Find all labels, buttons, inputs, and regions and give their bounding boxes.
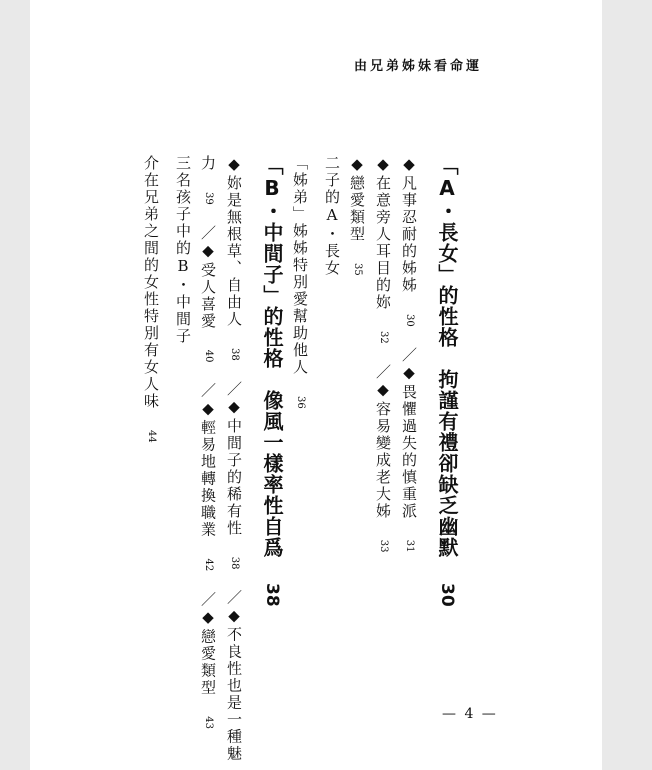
toc-section: 二子的A・長女 [323, 155, 341, 277]
toc-item: ◆戀愛類型 35 [348, 155, 366, 276]
toc-heading-a-eldest-daughter: 「A・長女」的性格 拘謹有禮卻缺乏幽默 30 [435, 155, 459, 607]
table-of-contents [138, 155, 462, 763]
toc-item: 力 39 ／◆受人喜愛 40 ／◆輕易地轉換職業 42 ／◆戀愛類型 43 [199, 155, 217, 729]
toc-item: ◆凡事忍耐的姊姊 30 ／◆畏懼過失的慎重派 31 [400, 155, 418, 553]
toc-item: ◆妳是無根草、自由人 38 ／◆中間子的稀有性 38 ／◆不良性也是一種魅 [225, 155, 243, 763]
toc-item: ◆在意旁人耳目的妳 32 ／◆容易變成老大姊 33 [374, 155, 392, 553]
toc-section: 「姊弟」姊姊特別愛幫助他人 36 [291, 155, 309, 409]
toc-heading-b-middle-child: 「B・中間子」的性格 像風一樣率性自爲 38 [260, 155, 284, 607]
running-header: 由兄弟姊妹看命運 [353, 59, 482, 74]
book-page [30, 0, 602, 770]
page-number: — 4 — [442, 706, 498, 722]
toc-section: 介在兄弟之間的女性特別有女人味 44 [142, 155, 160, 443]
toc-section: 三名孩子中的B・中間子 [174, 155, 192, 345]
